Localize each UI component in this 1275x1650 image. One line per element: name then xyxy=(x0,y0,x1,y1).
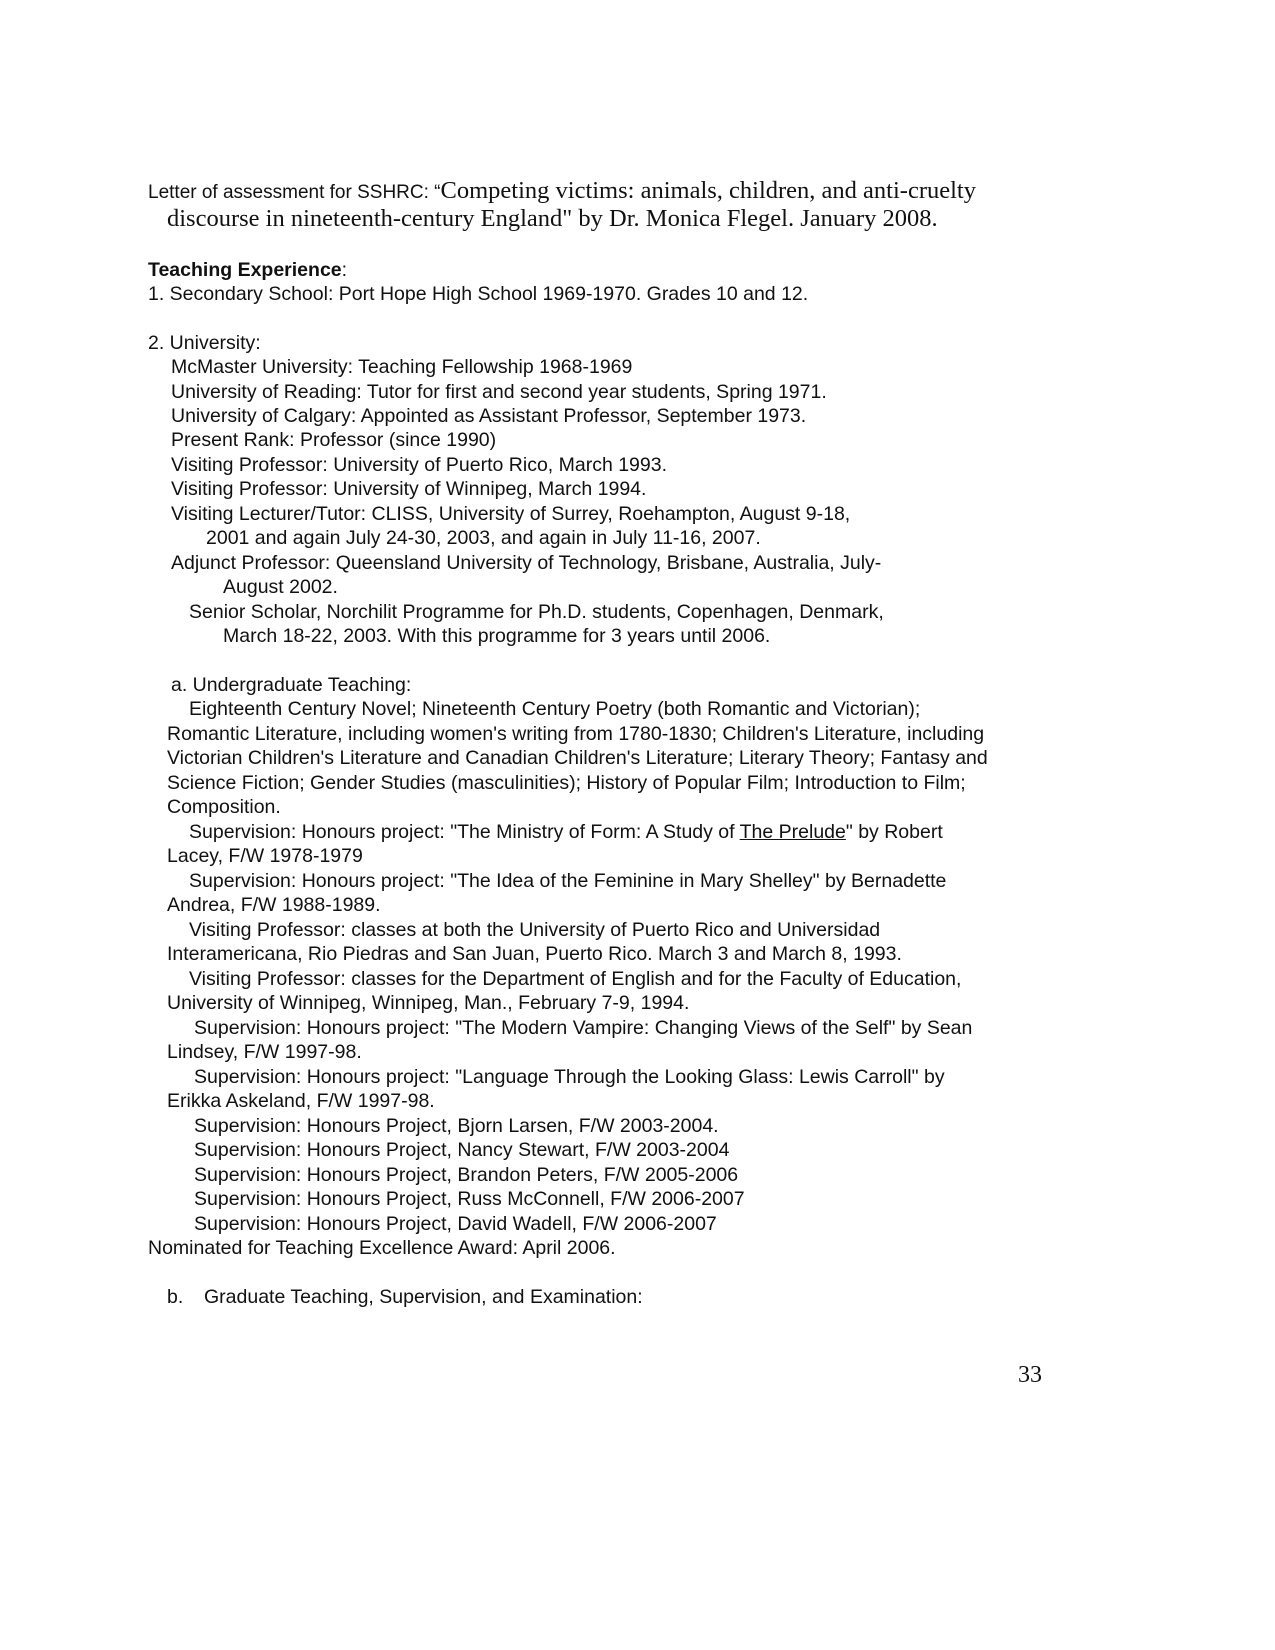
supervision-line: Supervision: Honours Project, Russ McConnell, F/W 2006-2007 xyxy=(194,1188,745,1210)
supervision-line: Lacey, F/W 1978-1979 xyxy=(167,845,363,867)
university-line: University of Reading: Tutor for first and second year students, Spring 1971. xyxy=(171,381,827,403)
supervision-prelude-line xyxy=(189,820,943,844)
university-line: Visiting Professor: University of Puerto Rico, March 1993. xyxy=(171,454,668,476)
supervision-line: Supervision: Honours project: "The Modern Vampire: Changing Views of the Self" by Sean xyxy=(194,1017,973,1039)
university-line: 2001 and again July 24-30, 2003, and again in July 11-16, 2007. xyxy=(206,527,761,549)
supervision-line: Visiting Professor: classes for the Department of English and for the Faculty of Education, xyxy=(189,968,962,990)
assessment-title-part-1: Competing victims: animals, children, and anti-cruelty xyxy=(440,177,976,204)
university-line: Visiting Lecturer/Tutor: CLISS, University of Surrey, Roehampton, August 9-18, xyxy=(171,503,851,525)
undergrad-course-line: Victorian Children's Literature and Canadian Children's Literature; Literary Theory; Fantasy and xyxy=(167,747,988,769)
graduate-heading: Graduate Teaching, Supervision, and Examination: xyxy=(204,1286,643,1308)
supervision-line: Lindsey, F/W 1997-98. xyxy=(167,1041,362,1063)
assessment-title-part-2: discourse in nineteenth-century England" by Dr. Monica Flegel. January 2008. xyxy=(167,205,938,232)
supervision-line: Andrea, F/W 1988-1989. xyxy=(167,894,381,916)
section-heading xyxy=(148,258,347,282)
supervision-line: Visiting Professor: classes at both the University of Puerto Rico and Universidad xyxy=(189,919,881,941)
university-line: University of Calgary: Appointed as Assistant Professor, September 1973. xyxy=(171,405,807,427)
supervision-line: University of Winnipeg, Winnipeg, Man., February 7-9, 1994. xyxy=(167,992,690,1014)
supervision-line: Supervision: Honours project: "The Idea of the Feminine in Mary Shelley" by Bernadette xyxy=(189,870,947,892)
prelude-title: The Prelude xyxy=(739,821,846,843)
supervision-line: Supervision: Honours Project, Bjorn Larsen, F/W 2003-2004. xyxy=(194,1115,719,1137)
prelude-after: " by Robert xyxy=(845,821,943,843)
supervision-line: Erikka Askeland, F/W 1997-98. xyxy=(167,1090,435,1112)
teaching-experience-heading: Teaching Experience xyxy=(148,259,342,281)
supervision-line: Supervision: Honours Project, Brandon Peters, F/W 2005-2006 xyxy=(194,1164,739,1186)
university-line: March 18-22, 2003. With this programme for 3 years until 2006. xyxy=(223,625,771,647)
supervision-line: Supervision: Honours Project, Nancy Stewart, F/W 2003-2004 xyxy=(194,1139,730,1161)
supervision-line: Interamericana, Rio Piedras and San Juan, Puerto Rico. March 3 and March 8, 1993. xyxy=(167,943,902,965)
university-line: McMaster University: Teaching Fellowship 1968-1969 xyxy=(171,356,633,378)
heading-colon: : xyxy=(341,259,348,281)
supervision-line: Supervision: Honours project: "Language Through the Looking Glass: Lewis Carroll" by xyxy=(194,1066,945,1088)
university-line: Present Rank: Professor (since 1990) xyxy=(171,429,497,451)
undergrad-course-line: Romantic Literature, including women's writing from 1780-1830; Children's Literature, including xyxy=(167,723,985,745)
award-line: Nominated for Teaching Excellence Award: April 2006. xyxy=(148,1237,616,1259)
university-line: Visiting Professor: University of Winnipeg, March 1994. xyxy=(171,478,647,500)
undergrad-course-line: Science Fiction; Gender Studies (masculinities); History of Popular Film; Introduction to Film; xyxy=(167,772,966,794)
supervision-line: Supervision: Honours Project, David Wadell, F/W 2006-2007 xyxy=(194,1213,717,1235)
undergrad-heading: a. Undergraduate Teaching: xyxy=(171,674,412,696)
university-line: Senior Scholar, Norchilit Programme for Ph.D. students, Copenhagen, Denmark, xyxy=(189,601,884,623)
secondary-school-line: 1. Secondary School: Port Hope High School 1969-1970. Grades 10 and 12. xyxy=(148,283,809,305)
prelude-before: Supervision: Honours project: "The Ministry of Form: A Study of xyxy=(189,821,740,843)
graduate-marker: b. xyxy=(167,1286,184,1308)
undergrad-course-line: Eighteenth Century Novel; Nineteenth Century Poetry (both Romantic and Victorian); xyxy=(189,698,921,720)
assessment-prefix: Letter of assessment for SSHRC: “ xyxy=(148,182,441,203)
university-line: August 2002. xyxy=(223,576,338,598)
page-number: 33 xyxy=(1018,1362,1042,1388)
undergrad-course-line: Composition. xyxy=(167,796,281,818)
university-heading: 2. University: xyxy=(148,332,261,354)
university-line: Adjunct Professor: Queensland University of Technology, Brisbane, Australia, July- xyxy=(171,552,882,574)
